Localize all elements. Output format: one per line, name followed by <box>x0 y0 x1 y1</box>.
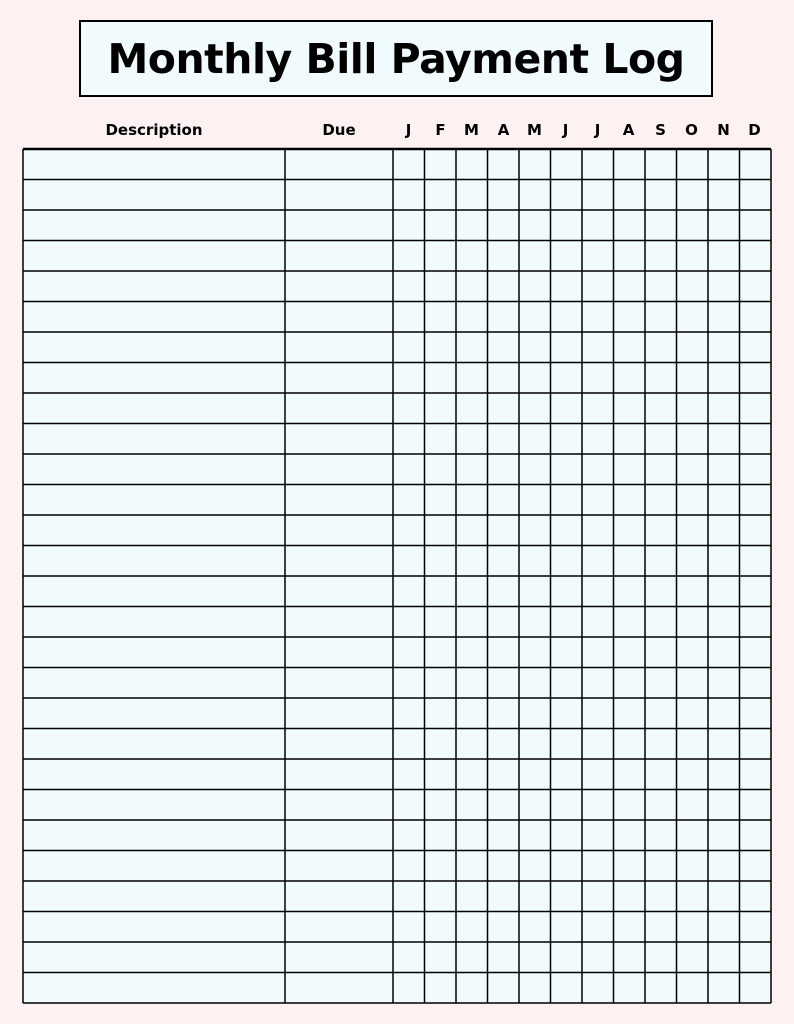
month-header-3: M <box>464 121 479 139</box>
month-header-9: S <box>655 121 666 139</box>
month-header-10: O <box>685 121 698 139</box>
month-header-2: F <box>435 121 446 139</box>
description-header: Description <box>105 121 203 139</box>
month-header-11: N <box>717 121 730 139</box>
month-header-5: M <box>527 121 542 139</box>
month-header-7: J <box>594 121 601 139</box>
month-header-12: D <box>748 121 761 139</box>
month-header-6: J <box>562 121 569 139</box>
due-header: Due <box>322 121 356 139</box>
month-header-4: A <box>497 121 510 139</box>
month-header-8: A <box>622 121 635 139</box>
month-header-1: J <box>405 121 412 139</box>
page-title: Monthly Bill Payment Log <box>107 34 685 83</box>
